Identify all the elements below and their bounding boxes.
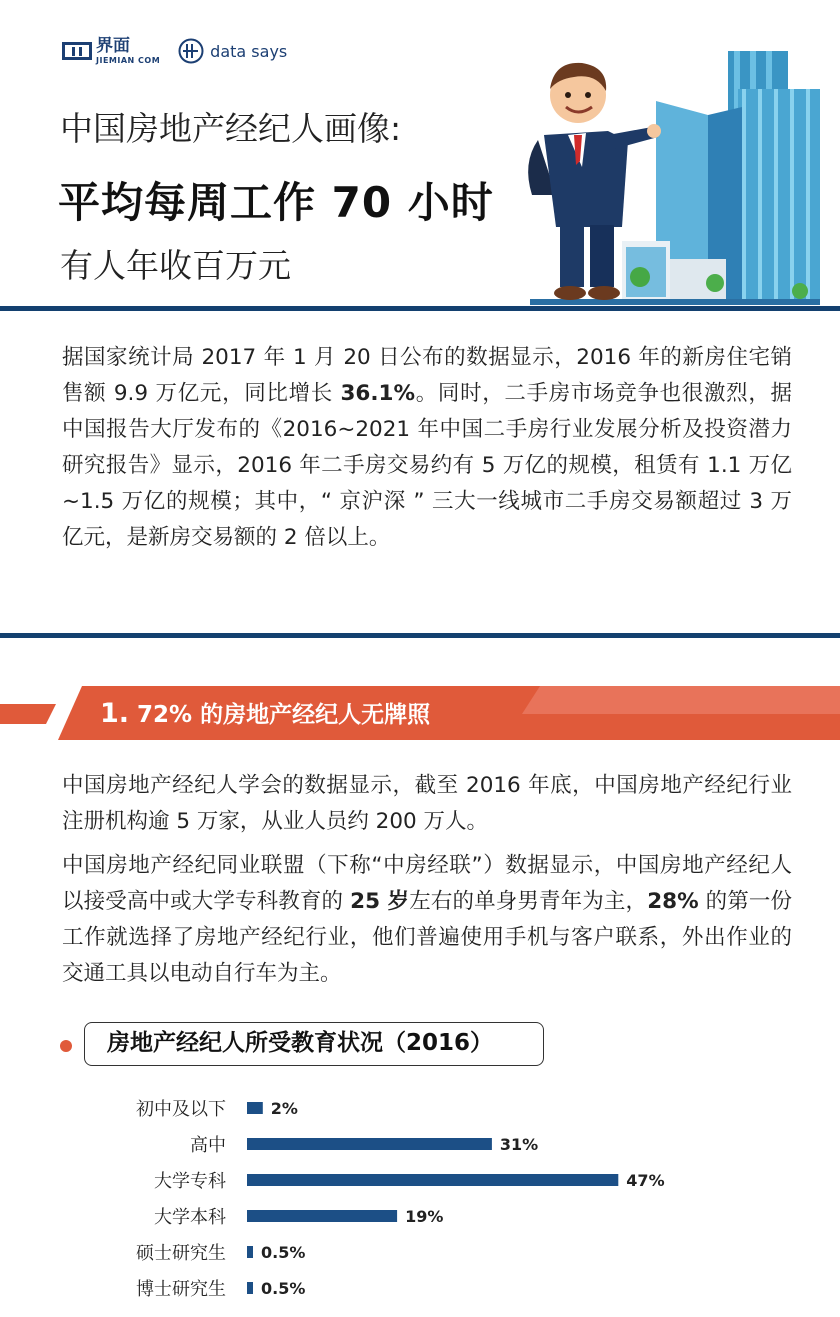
section-1-number: 1. [100,698,130,729]
section-1-p2-text-a: 中国房地产经纪同业联盟（下称“中房经联”）数据显示，中国房地产经纪人以接受高中或大学专科教育的 [62,853,792,914]
datasays-logo [178,38,287,64]
category-label: 硕士研究生 [136,1243,226,1264]
category-label: 初中及以下 [136,1099,226,1120]
section-1-title: 72% 的房地产经纪人无牌照 [137,702,431,728]
value-label: 2% [270,1099,298,1118]
logo-bar [62,36,287,66]
age-highlight: 25 岁 [350,889,410,914]
category-label: 大学本科 [154,1207,226,1228]
intro-text-1: 据国家统计局 2017 年 1 月 20 日公布的数据显示，2016 年的新房住宅销售额 9.9 万亿元，同比增长 [62,345,792,406]
businessman-buildings-illustration [510,45,820,307]
section-1-paragraph-1: 中国房地产经纪人学会的数据显示，截至 2016 年底，中国房地产经纪行业注册机构逾 5 万家，从业人员约 200 万人。 [62,773,792,834]
section-1-heading [100,694,430,734]
jiemian-logo-en: JIEMIAN COM [96,55,161,65]
jiemian-logo-icon [62,42,92,60]
section-1-p2-text-e: 的第一份工作就选择了房地产经纪行业，他们普遍使用手机与客户联系，外出作业的交通工具以电动自行车为主。 [62,889,792,986]
chart-title: 房地产经纪人所受教育状况（2016） [84,1022,544,1066]
category-label: 博士研究生 [136,1279,226,1300]
intro-text-2: 。同时，二手房市场竞争也很激烈，据中国报告大厅发布的《2016~2021 年中国二手房行业发展分析及投资潜力研究报告》显示，2016 年二手房交易约有 5 万亿的规模，租赁有 1.1 万亿 ~1.5 万亿的规模；其中，“ 京沪深 ” 三大一线城市二手房交易额超过 3 万亿元，是新房交易额的 2 倍以上。 [62,381,792,550]
value-label: 0.5% [261,1243,306,1262]
bar [247,1174,618,1186]
chart-bullet-dot [60,1040,72,1052]
bar [247,1246,253,1258]
value-label: 31% [499,1135,539,1154]
section-1-paragraph-2 [62,848,792,992]
section-divider-top [0,306,840,311]
bar [247,1138,492,1150]
bar [247,1282,253,1294]
datasays-logo-text: data says [210,41,288,61]
category-label: 大学专科 [154,1171,226,1192]
datasays-logo-icon [178,38,204,64]
jiemian-logo-cn: 界面 [96,35,130,56]
value-label: 19% [405,1207,444,1226]
category-label: 高中 [190,1135,226,1156]
page-title-line-2: 平均每周工作 70 小时 [58,178,494,227]
intro-paragraph [62,340,792,556]
page-title-line-1: 中国房地产经纪人画像: [60,109,402,148]
bar [247,1210,397,1222]
value-label: 47% [626,1171,665,1190]
value-label: 0.5% [261,1279,306,1298]
bar [247,1102,263,1114]
intro-growth-highlight: 36.1% [340,381,416,406]
education-bar-chart [0,1088,840,1308]
section-1-p2-text-c: 左右的单身男青年为主， [409,889,648,914]
first-job-percent-highlight: 28% [647,889,699,914]
page-title-line-3: 有人年收百万元 [60,246,291,285]
section-divider-middle [0,633,840,638]
jiemian-logo [62,35,161,65]
